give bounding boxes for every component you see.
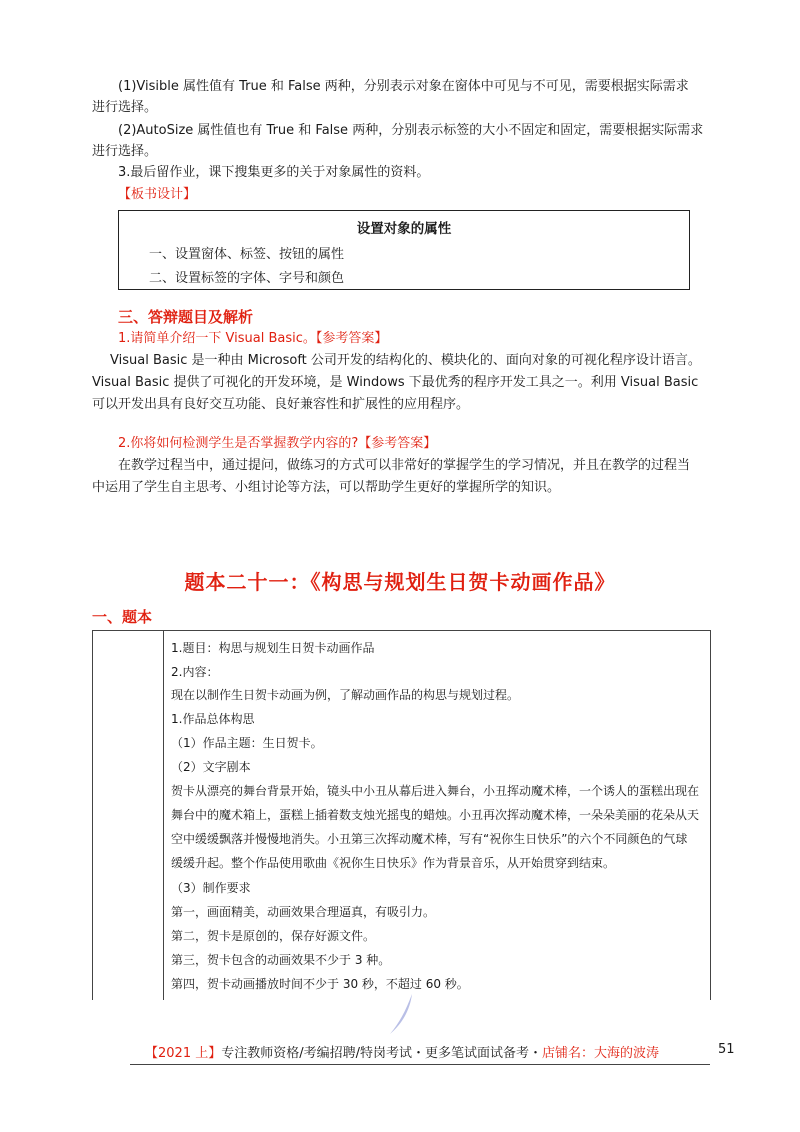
answer-1-line-3: 可以开发出具有良好交互功能、良好兼容性和扩展性的应用程序。	[92, 397, 470, 412]
intro-para2-line1: (2)AutoSize 属性值也有 True 和 False 两种，分别表示标签的大小不固定和固定，需要根据实际需求	[118, 123, 704, 138]
homework-text: 3.最后留作业，课下搜集更多的关于对象属性的资料。	[118, 165, 430, 180]
footer-text	[145, 1042, 659, 1061]
question-2: 2.你将如何检测学生是否掌握教学内容的?【参考答案】	[118, 436, 437, 451]
table-row: 第三，贺卡包含的动画效果不少于 3 种。	[171, 953, 391, 967]
question-1: 1.请简单介绍一下 Visual Basic。【参考答案】	[118, 331, 388, 346]
intro-para2-line2: 进行选择。	[92, 144, 158, 159]
table-row: （2）文字剧本	[171, 760, 251, 774]
footer-underline	[130, 1064, 710, 1065]
table-row: 第一，画面精美，动画效果合理逼真，有吸引力。	[171, 905, 436, 919]
table-row: 第四，贺卡动画播放时间不少于 30 秒，不超过 60 秒。	[171, 977, 469, 991]
answer-1-line-2: Visual Basic 提供了可视化的开发环境，是 Windows 下最优秀的程序开发工具之一。利用 Visual Basic	[92, 375, 699, 390]
board-design-box	[118, 210, 690, 290]
answer-2-line-2: 中运用了学生自主思考、小组讨论等方法，可以帮助学生更好的掌握所学的知识。	[92, 480, 561, 495]
footer-tag: 【2021 上】	[145, 1046, 222, 1061]
intro-para1-line1: (1)Visible 属性值有 True 和 False 两种，分别表示对象在窗体中可见与不可见，需要根据实际需求	[118, 79, 689, 94]
table-row: 空中缓缓飘落并慢慢地消失。小丑第三次挥动魔术棒，写有“祝你生日快乐”的六个不同颜色的气球	[171, 832, 688, 846]
table-row: 1.题目：构思与规划生日贺卡动画作品	[171, 641, 375, 655]
qa-heading: 三、答辩题目及解析	[118, 308, 254, 326]
intro-para1-line2: 进行选择。	[92, 100, 158, 115]
table-row: 第二，贺卡是原创的，保存好源文件。	[171, 929, 376, 943]
topic-title: 题本二十一：《构思与规划生日贺卡动画作品》	[184, 570, 616, 594]
page-footer	[0, 1042, 800, 1066]
board-title: 设置对象的属性	[356, 221, 452, 237]
answer-1-line-1: Visual Basic 是一种由 Microsoft 公司开发的结构化的、模块化的、面向对象的可视化程序设计语言。	[110, 353, 701, 368]
table-row: （3）制作要求	[171, 881, 251, 895]
topic-section-heading: 一、题本	[92, 608, 153, 626]
footer-description: 专注教师资格/考编招聘/特岗考试・更多笔试面试备考・	[221, 1046, 542, 1061]
table-row: （1）作品主题：生日贺卡。	[171, 736, 323, 750]
table-row: 现在以制作生日贺卡动画为例，了解动画作品的构思与规划过程。	[171, 688, 520, 702]
board-design-label: 【板书设计】	[118, 187, 197, 202]
board-item-2: 二、设置标签的字体、字号和颜色	[149, 271, 345, 286]
table-row: 舞台中的魔术箱上，蛋糕上插着数支烛光摇曳的蜡烛。小丑再次挥动魔术棒，一朵朵美丽的花朵从天	[171, 808, 700, 822]
table-row: 缓缓升起。整个作品使用歌曲《祝你生日快乐》作为背景音乐，从开始贯穿到结束。	[171, 856, 616, 870]
table-row: 贺卡从漂亮的舞台背景开始，镜头中小丑从幕后进入舞台，小丑挥动魔术棒，一个诱人的蛋糕出现在	[171, 784, 700, 798]
board-item-1: 一、设置窗体、标签、按钮的属性	[149, 247, 345, 262]
footer-shop: 店铺名：大海的波涛	[541, 1046, 659, 1061]
decorative-swoosh-icon	[388, 992, 418, 1036]
answer-2-line-1: 在教学过程当中，通过提问，做练习的方式可以非常好的掌握学生的学习情况，并且在教学的过程当	[118, 458, 691, 473]
table-row: 1.作品总体构思	[171, 712, 255, 726]
table-column-divider	[163, 631, 164, 1000]
question-table	[92, 630, 711, 1000]
table-row: 2.内容：	[171, 665, 219, 679]
page-number: 51	[718, 1042, 735, 1057]
